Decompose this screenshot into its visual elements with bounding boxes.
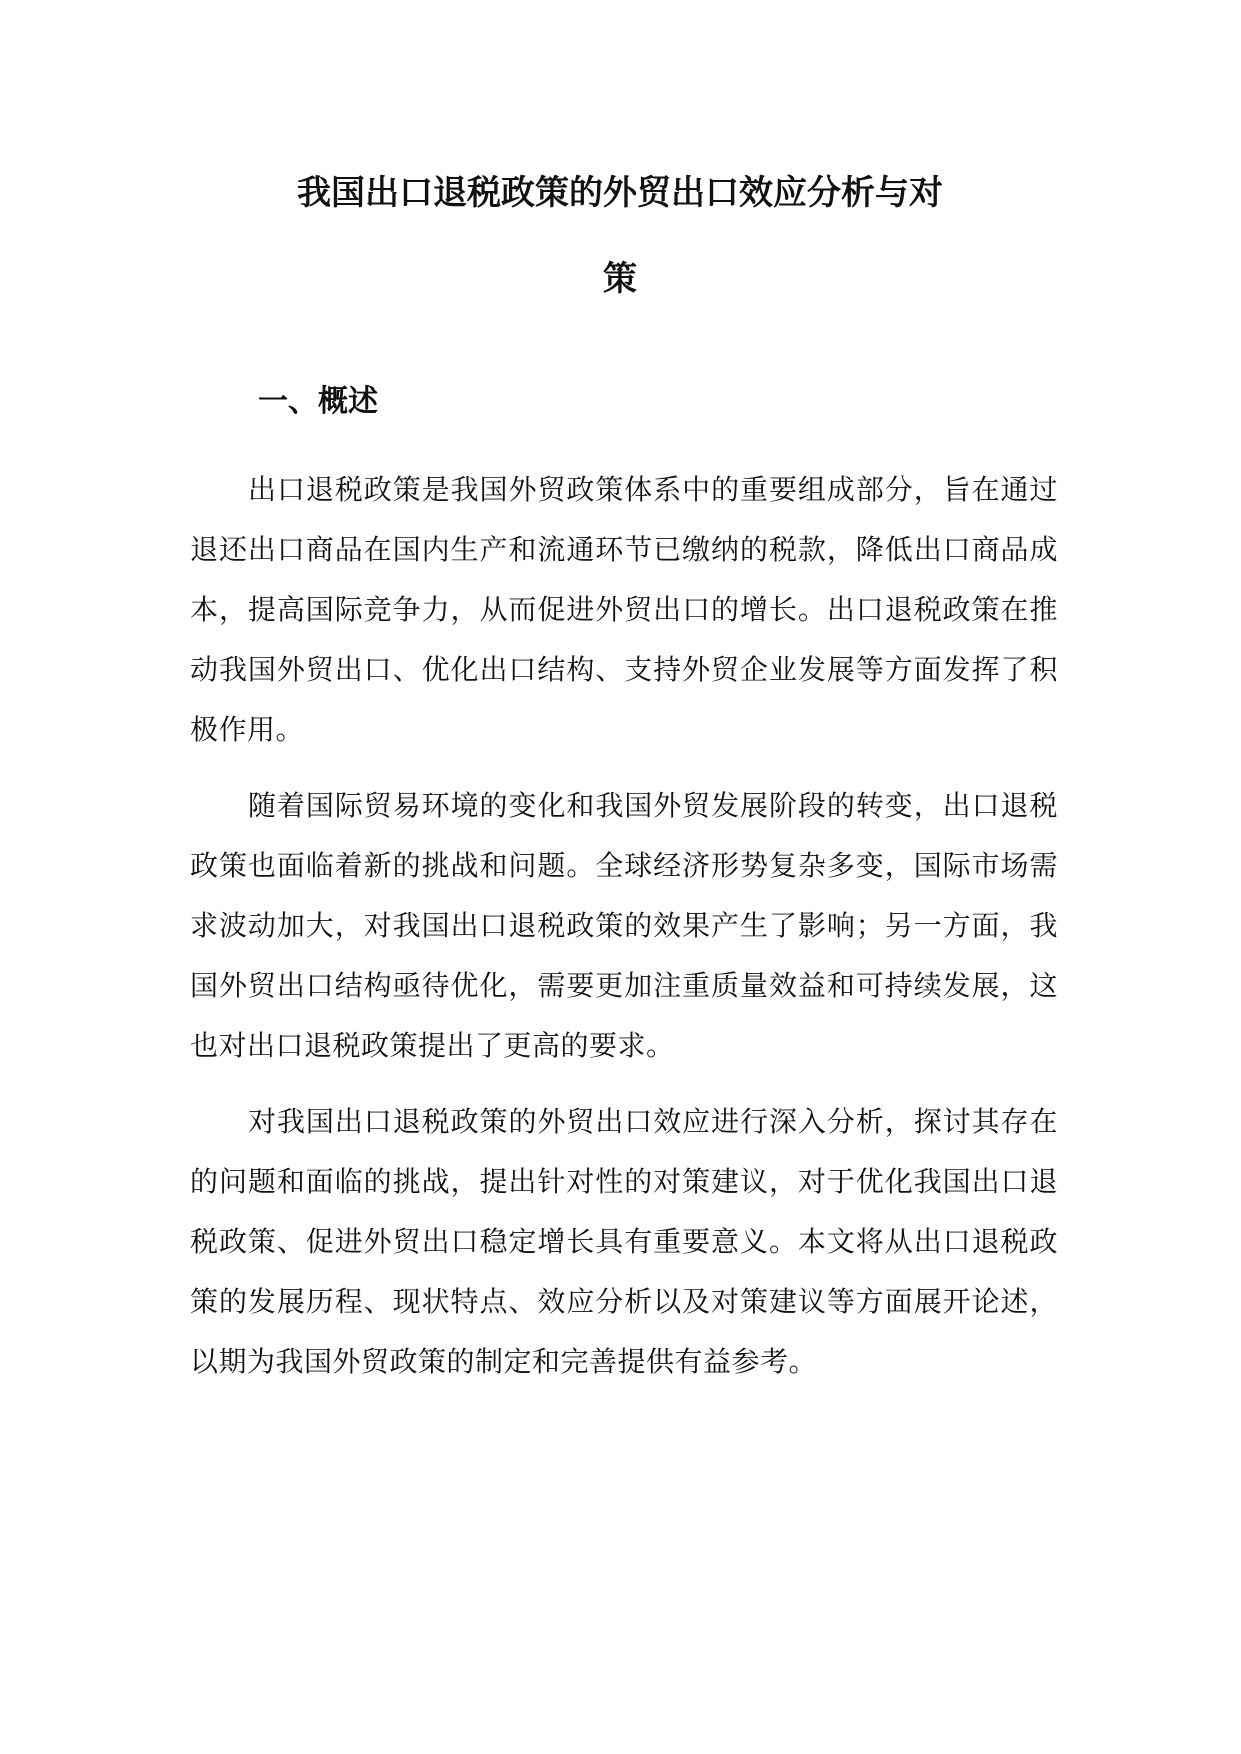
document-title-line-2: 策 <box>603 259 637 299</box>
section-body <box>190 460 1058 1392</box>
section-heading-overview: 一、概述 <box>258 384 378 419</box>
document-title-line-1: 我国出口退税政策的外贸出口效应分析与对 <box>297 173 943 213</box>
body-paragraph-3: 对我国出口退税政策的外贸出口效应进行深入分析，探讨其存在的问题和面临的挑战，提出针对性的对策建议，对于优化我国出口退税政策、促进外贸出口稳定增长具有重要意义。本文将从出口退税政策的发展历程、现状特点、效应分析以及对策建议等方面展开论述，以期为我国外贸政策的制定和完善提供有益参考。 <box>190 1105 1058 1378</box>
document-title <box>190 150 1050 322</box>
body-paragraph-1: 出口退税政策是我国外贸政策体系中的重要组成部分，旨在通过退还出口商品在国内生产和流通环节已缴纳的税款，降低出口商品成本，提高国际竞争力，从而促进外贸出口的增长。出口退税政策在推动我国外贸出口、优化出口结构、支持外贸企业发展等方面发挥了积极作用。 <box>190 473 1058 746</box>
body-paragraph-2: 随着国际贸易环境的变化和我国外贸发展阶段的转变，出口退税政策也面临着新的挑战和问题。全球经济形势复杂多变，国际市场需求波动加大，对我国出口退税政策的效果产生了影响；另一方面，我国外贸出口结构亟待优化，需要更加注重质量效益和可持续发展，这也对出口退税政策提出了更高的要求。 <box>190 789 1058 1062</box>
